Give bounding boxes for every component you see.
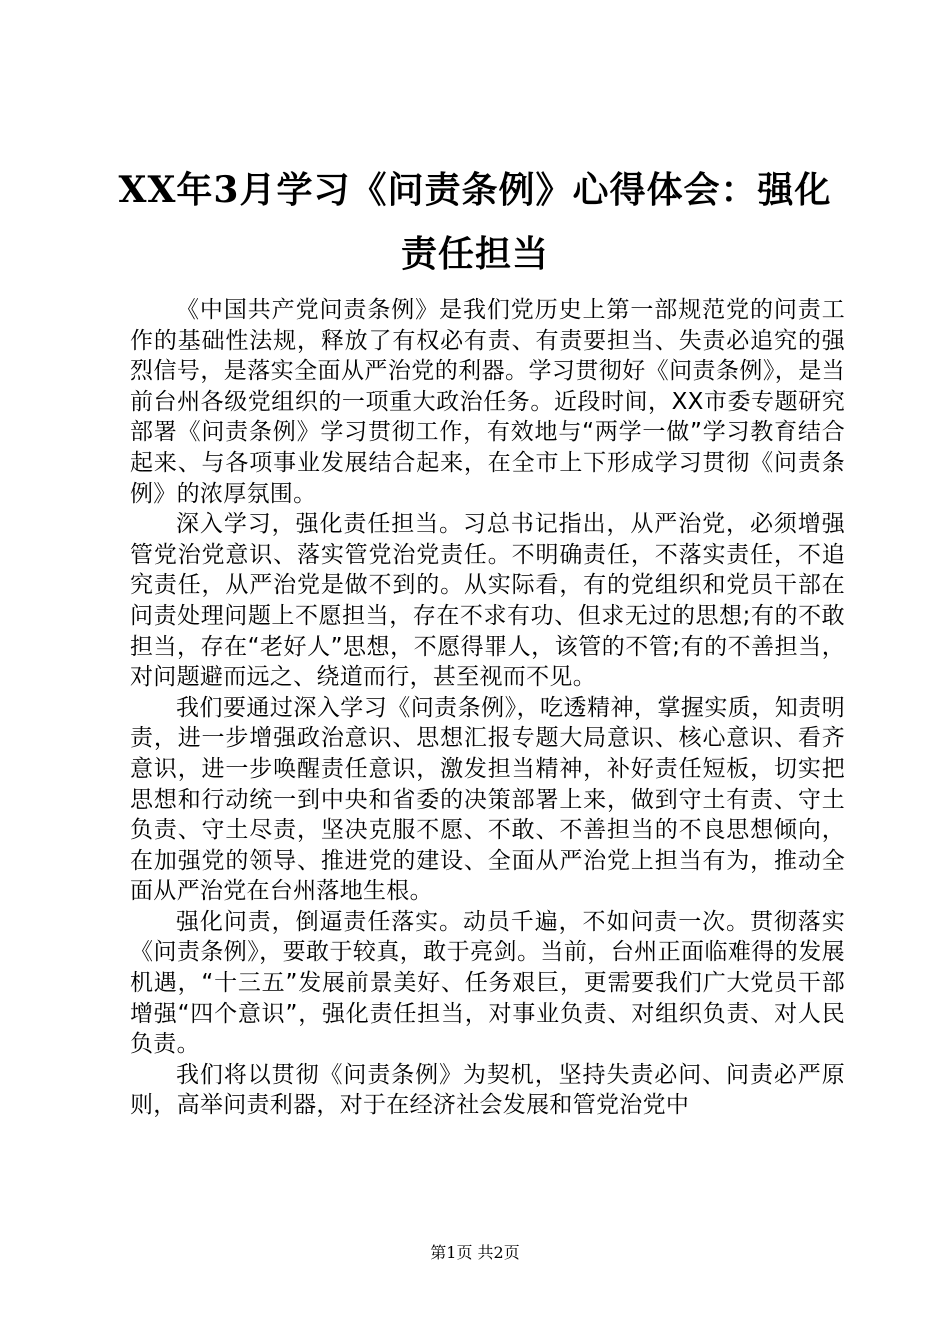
paragraph-4: 强化问责，倒逼责任落实。动员千遍，不如问责一次。贯彻落实《问责条例》，要敢于较真，敢于亮剑。当前，台州正面临难得的发展机遇，“十三五”发展前景美好、任务艰巨，更需要我们广大党员干部增强“四个意识”，强化责任担当，对事业负责、对组织负责、对人民负责。: [130, 908, 845, 1058]
paragraph-1: 《中国共产党问责条例》是我们党历史上第一部规范党的问责工作的基础性法规，释放了有权必有责、有责要担当、失责必追究的强烈信号，是落实全面从严治党的利器。学习贯彻好《问责条例》，是当前台州各级党组织的一项重大政治任务。近段时间，XX市委专题研究部署《问责条例》学习贯彻工作，有效地与“两学一做”学习教育结合起来、与各项事业发展结合起来，在全市上下形成学习贯彻《问责条例》的浓厚氛围。: [130, 297, 845, 507]
page-footer: 第1页 共2页: [430, 1243, 520, 1262]
document-title: XX年3月学习《问责条例》心得体会：强化责任担当: [118, 169, 832, 275]
paragraph-2: 深入学习，强化责任担当。习总书记指出，从严治党，必须增强管党治党意识、落实管党治党责任。不明确责任，不落实责任，不追究责任，从严治党是做不到的。从实际看，有的党组织和党员干部在问责处理问题上不愿担当，存在不求有功、但求无过的思想;有的不敢担当，存在“老好人”思想，不愿得罪人，该管的不管;有的不善担当，对问题避而远之、绕道而行，甚至视而不见。: [130, 511, 845, 691]
paragraph-5: 我们将以贯彻《问责条例》为契机，坚持失责必问、问责必严原则，高举问责利器，对于在经济社会发展和管党治党中: [130, 1061, 845, 1119]
document-body: [130, 295, 845, 1121]
paragraph-3: 我们要通过深入学习《问责条例》，吃透精神，掌握实质，知责明责，进一步增强政治意识、思想汇报专题大局意识、核心意识、看齐意识，进一步唤醒责任意识，激发担当精神，补好责任短板，切实把思想和行动统一到中央和省委的决策部署上来，做到守土有责、守土负责、守土尽责，坚决克服不愿、不敢、不善担当的不良思想倾向，在加强党的领导、推进党的建设、全面从严治党上担当有为，推动全面从严治党在台州落地生根。: [130, 694, 845, 905]
